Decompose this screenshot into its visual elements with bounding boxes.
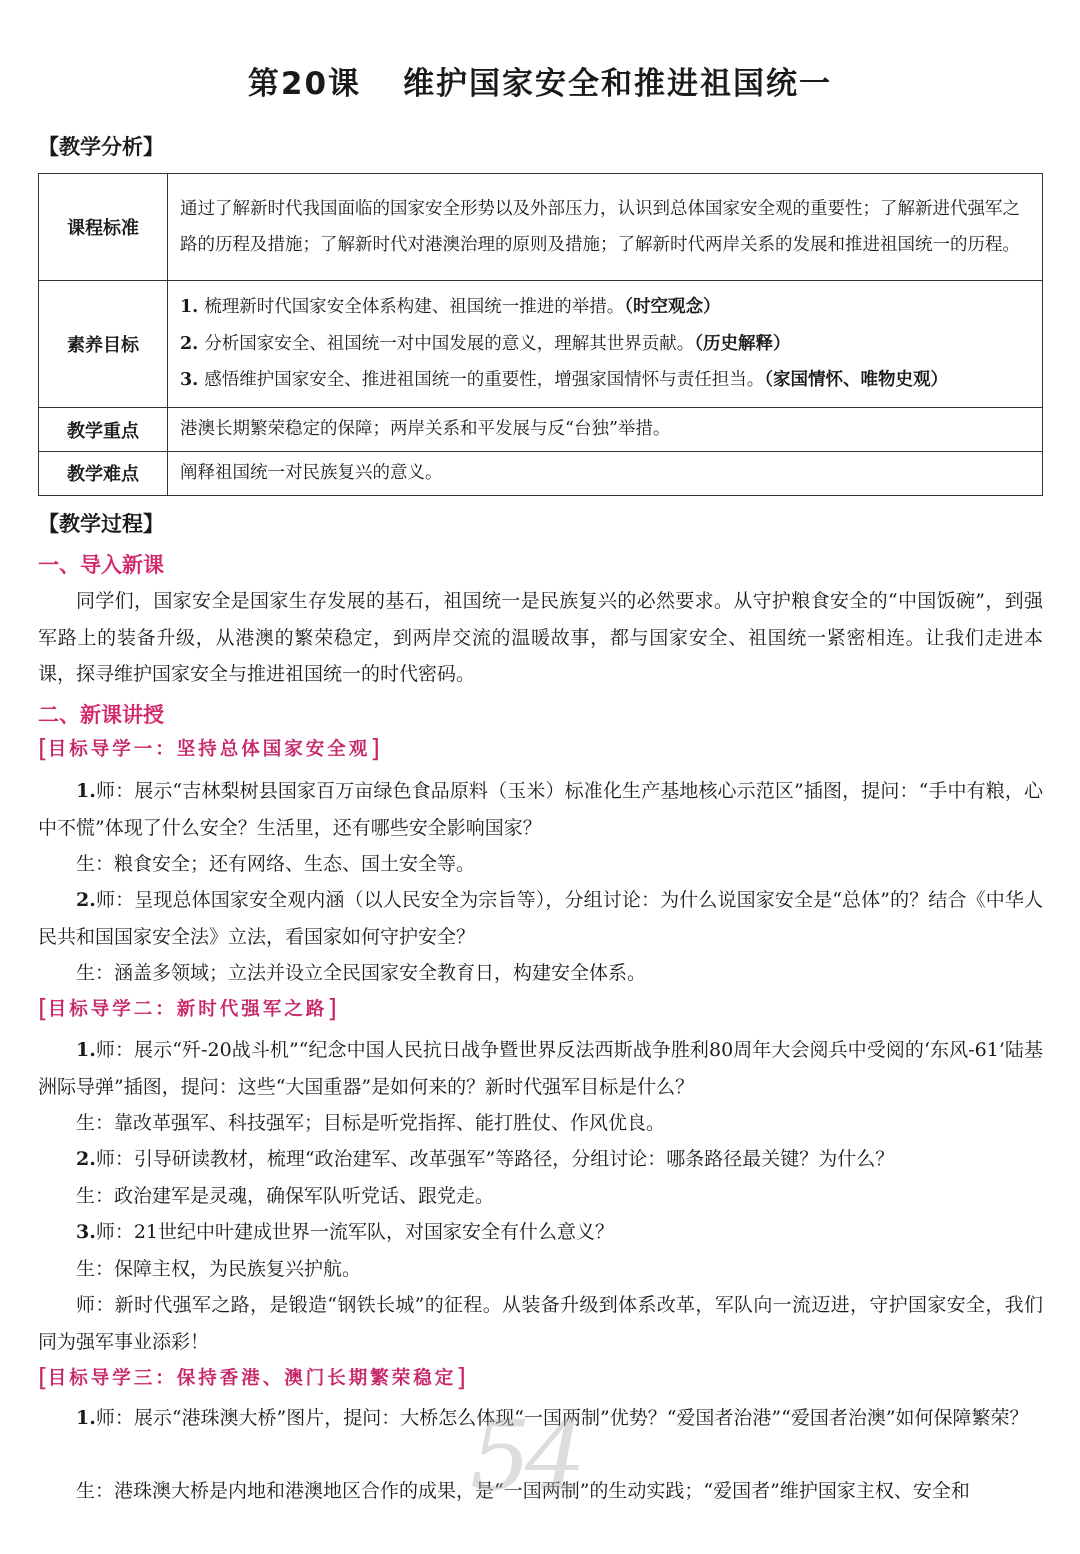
analysis-heading: 【教学分析】: [38, 135, 164, 159]
goal2-a2: 生：政治建军是灵魂，确保军队听党话、跟党走。: [76, 1185, 495, 1207]
goal1-a1: 生：粮食安全；还有网络、生态、国土安全等。: [76, 853, 476, 875]
key-text: 港澳长期繁荣稳定的保障；两岸关系和平发展与反“台独”举措。: [168, 408, 1043, 452]
goal2-a3: 生：保障主权，为民族复兴护航。: [76, 1258, 362, 1280]
difficulty-text: 阐释祖国统一对民族复兴的意义。: [168, 452, 1043, 496]
new-lesson-heading: 二、新课讲授: [38, 703, 164, 727]
goal3-a1: 生：港珠澳大桥是内地和港澳地区合作的成果，是“一国两制”的生动实践；“爱国者”维护国家主权、安全和: [76, 1480, 970, 1502]
standard-text: 通过了解新时代我国面临的国家安全形势以及外部压力，认识到总体国家安全观的重要性；了解新进代强军之路的历程及措施；了解新时代对港澳治理的原则及措施；了解新时代两岸关系的发展和推进祖国统一的历程。: [168, 174, 1043, 281]
goal2-summary: 师：新时代强军之路，是锻造“钢铁长城”的征程。从装备升级到体系改革，军队向一流迈进，守护国家安全，我们同为强军事业添彩！: [38, 1294, 1043, 1353]
standard-label: 课程标准: [39, 174, 168, 281]
literacy-goal-3: 3. 感悟维护国家安全、推进祖国统一的重要性，增强家国情怀与责任担当。（家国情怀、唯物史观）: [180, 370, 949, 391]
goal3-q1: 1.师：展示“港珠澳大桥”图片，提问：大桥怎么体现“一国两制”优势？“爱国者治港”“爱国者治澳”如何保障繁荣？: [76, 1407, 1029, 1429]
goal2-heading: [目标导学二：新时代强军之路]: [38, 994, 338, 1023]
goal2-a1: 生：靠改革强军、科技强军；目标是听党指挥、能打胜仗、作风优良。: [76, 1112, 666, 1134]
lesson-name: 维护国家安全和推进祖国统一: [403, 66, 833, 102]
difficulty-label: 教学难点: [39, 452, 168, 496]
goal1-a2: 生：涵盖多领域；立法并设立全民国家安全教育日，构建安全体系。: [76, 962, 647, 984]
goal1-q2: 2.师：呈现总体国家安全观内涵（以人民安全为宗旨等），分组讨论：为什么说国家安全是“总体”的？结合《中华人民共和国国家安全法》立法，看国家如何守护安全？: [38, 889, 1043, 948]
goal1-heading: [目标导学一：坚持总体国家安全观]: [38, 734, 381, 763]
table-row: [39, 452, 1043, 496]
table-row: [39, 281, 1043, 408]
table-row: [39, 174, 1043, 281]
page-number: 54: [470, 1400, 581, 1512]
goal2-q2: 2.师：引导研读教材，梳理“政治建军、改革强军”等路径，分组讨论：哪条路径最关键？为什么？: [76, 1148, 895, 1170]
goal2-q1: 1.师：展示“歼-20战斗机”“纪念中国人民抗日战争暨世界反法西斯战争胜利80周年大会阅兵中受阅的‘东风-61’陆基洲际导弹”插图，提问：这些“大国重器”是如何来的？新时代强军目标是什么？: [38, 1039, 1043, 1098]
goal3-heading: [目标导学三：保持香港、澳门长期繁荣稳定]: [38, 1363, 467, 1392]
intro-text: 同学们，国家安全是国家生存发展的基石，祖国统一是民族复兴的必然要求。从守护粮食安全的“中国饭碗”，到强军路上的装备升级，从港澳的繁荣稳定，到两岸交流的温暖故事，都与国家安全、祖国统一紧密相连。让我们走进本课，探寻维护国家安全与推进祖国统一的时代密码。: [38, 590, 1043, 685]
goal1-q1: 1.师：展示“吉林梨树县国家百万亩绿色食品原料（玉米）标准化生产基地核心示范区”插图，提问：“手中有粮，心中不慌”体现了什么安全？生活里，还有哪些安全影响国家？: [38, 780, 1043, 839]
lesson-title: [0, 58, 1080, 103]
literacy-goals: [168, 281, 1043, 408]
table-row: [39, 408, 1043, 452]
literacy-goal-2: 2. 分析国家安全、祖国统一对中国发展的意义，理解其世界贡献。（历史解释）: [180, 333, 791, 354]
process-heading: 【教学过程】: [38, 512, 164, 536]
analysis-table: [38, 173, 1043, 496]
intro-heading: 一、导入新课: [38, 553, 164, 577]
literacy-label: 素养目标: [39, 281, 168, 408]
goal2-q3: 3.师：21世纪中叶建成世界一流军队，对国家安全有什么意义？: [76, 1221, 615, 1243]
literacy-goal-1: 1. 梳理新时代国家安全体系构建、祖国统一推进的举措。（时空观念）: [180, 297, 721, 318]
key-label: 教学重点: [39, 408, 168, 452]
lesson-number: 第20课: [247, 66, 362, 102]
